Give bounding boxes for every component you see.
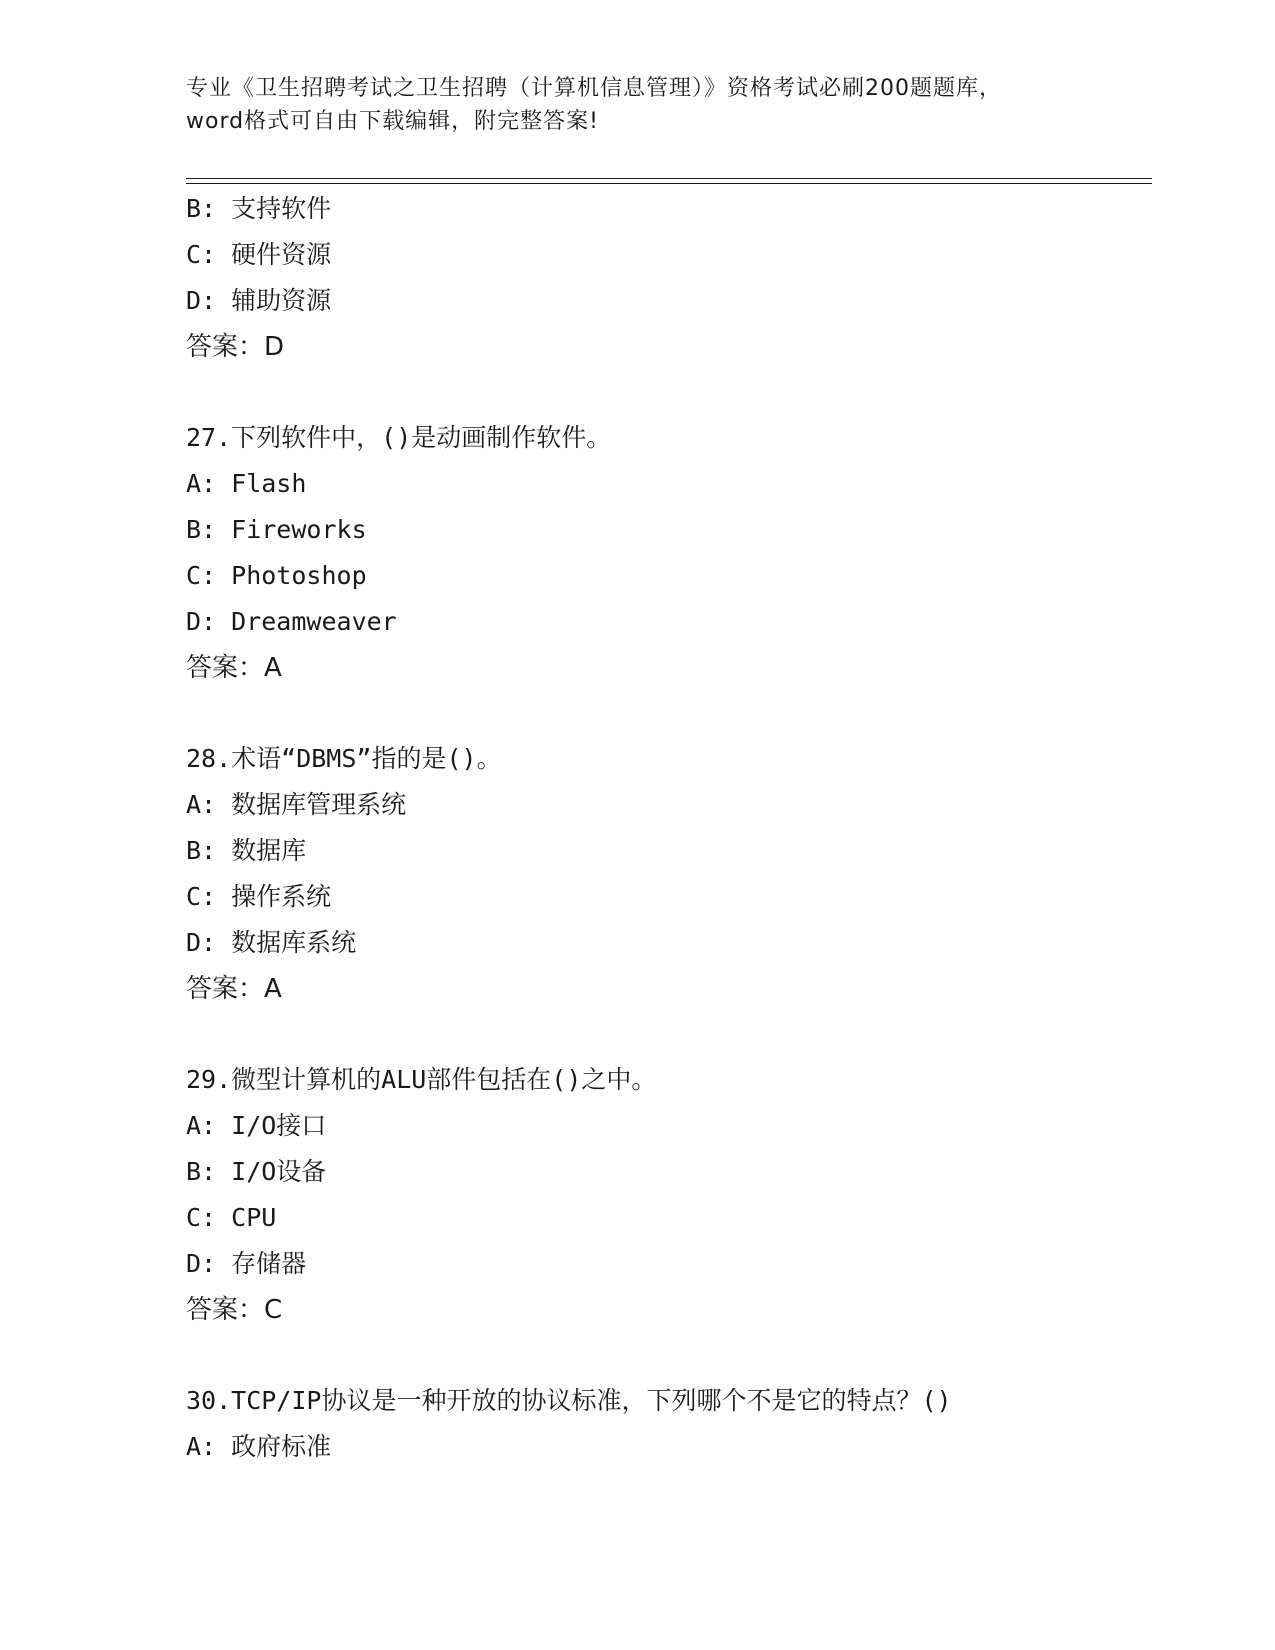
question-stem: 30.TCP/IP协议是一种开放的协议标准，下列哪个不是它的特点？() xyxy=(186,1386,952,1415)
answer: 答案：D xyxy=(186,332,285,362)
spacer xyxy=(186,370,1146,415)
header-rule-top xyxy=(186,178,1152,179)
option-c: C: 硬件资源 xyxy=(186,240,332,269)
spacer xyxy=(186,691,1146,736)
option-b: B: 数据库 xyxy=(186,836,307,865)
option-d: D: 存储器 xyxy=(186,1249,307,1278)
page-header xyxy=(186,72,1086,138)
option-a: A: Flash xyxy=(186,469,307,498)
option-b: B: Fireworks xyxy=(186,515,367,544)
question-27 xyxy=(186,415,1146,691)
option-d: D: 数据库系统 xyxy=(186,928,357,957)
question-29 xyxy=(186,1057,1146,1333)
option-d: D: 辅助资源 xyxy=(186,286,332,315)
question-stem: 29.微型计算机的ALU部件包括在()之中。 xyxy=(186,1065,657,1094)
header-line-2: word格式可自由下载编辑，附完整答案! xyxy=(186,109,599,134)
question-stem: 27.下列软件中，()是动画制作软件。 xyxy=(186,423,612,452)
spacer xyxy=(186,1333,1146,1378)
answer: 答案：A xyxy=(186,653,282,683)
header-rule-bottom xyxy=(186,183,1152,184)
answer: 答案：C xyxy=(186,1295,283,1325)
spacer xyxy=(186,1012,1146,1057)
option-c: C: Photoshop xyxy=(186,561,367,590)
question-28 xyxy=(186,736,1146,1012)
question-list xyxy=(186,186,1146,1470)
option-b: B: I/O设备 xyxy=(186,1157,327,1186)
option-a: A: 政府标准 xyxy=(186,1432,332,1461)
question-30 xyxy=(186,1378,1146,1470)
option-a: A: I/O接口 xyxy=(186,1111,327,1140)
question-stem: 28.术语“DBMS”指的是()。 xyxy=(186,744,502,773)
option-b: B: 支持软件 xyxy=(186,194,332,223)
option-a: A: 数据库管理系统 xyxy=(186,790,407,819)
question-26-tail xyxy=(186,186,1146,370)
option-c: C: 操作系统 xyxy=(186,882,332,911)
header-line-1: 专业《卫生招聘考试之卫生招聘（计算机信息管理）》资格考试必刷200题题库， xyxy=(186,76,1002,101)
option-d: D: Dreamweaver xyxy=(186,607,397,636)
answer: 答案：A xyxy=(186,974,282,1004)
option-c: C: CPU xyxy=(186,1203,277,1232)
